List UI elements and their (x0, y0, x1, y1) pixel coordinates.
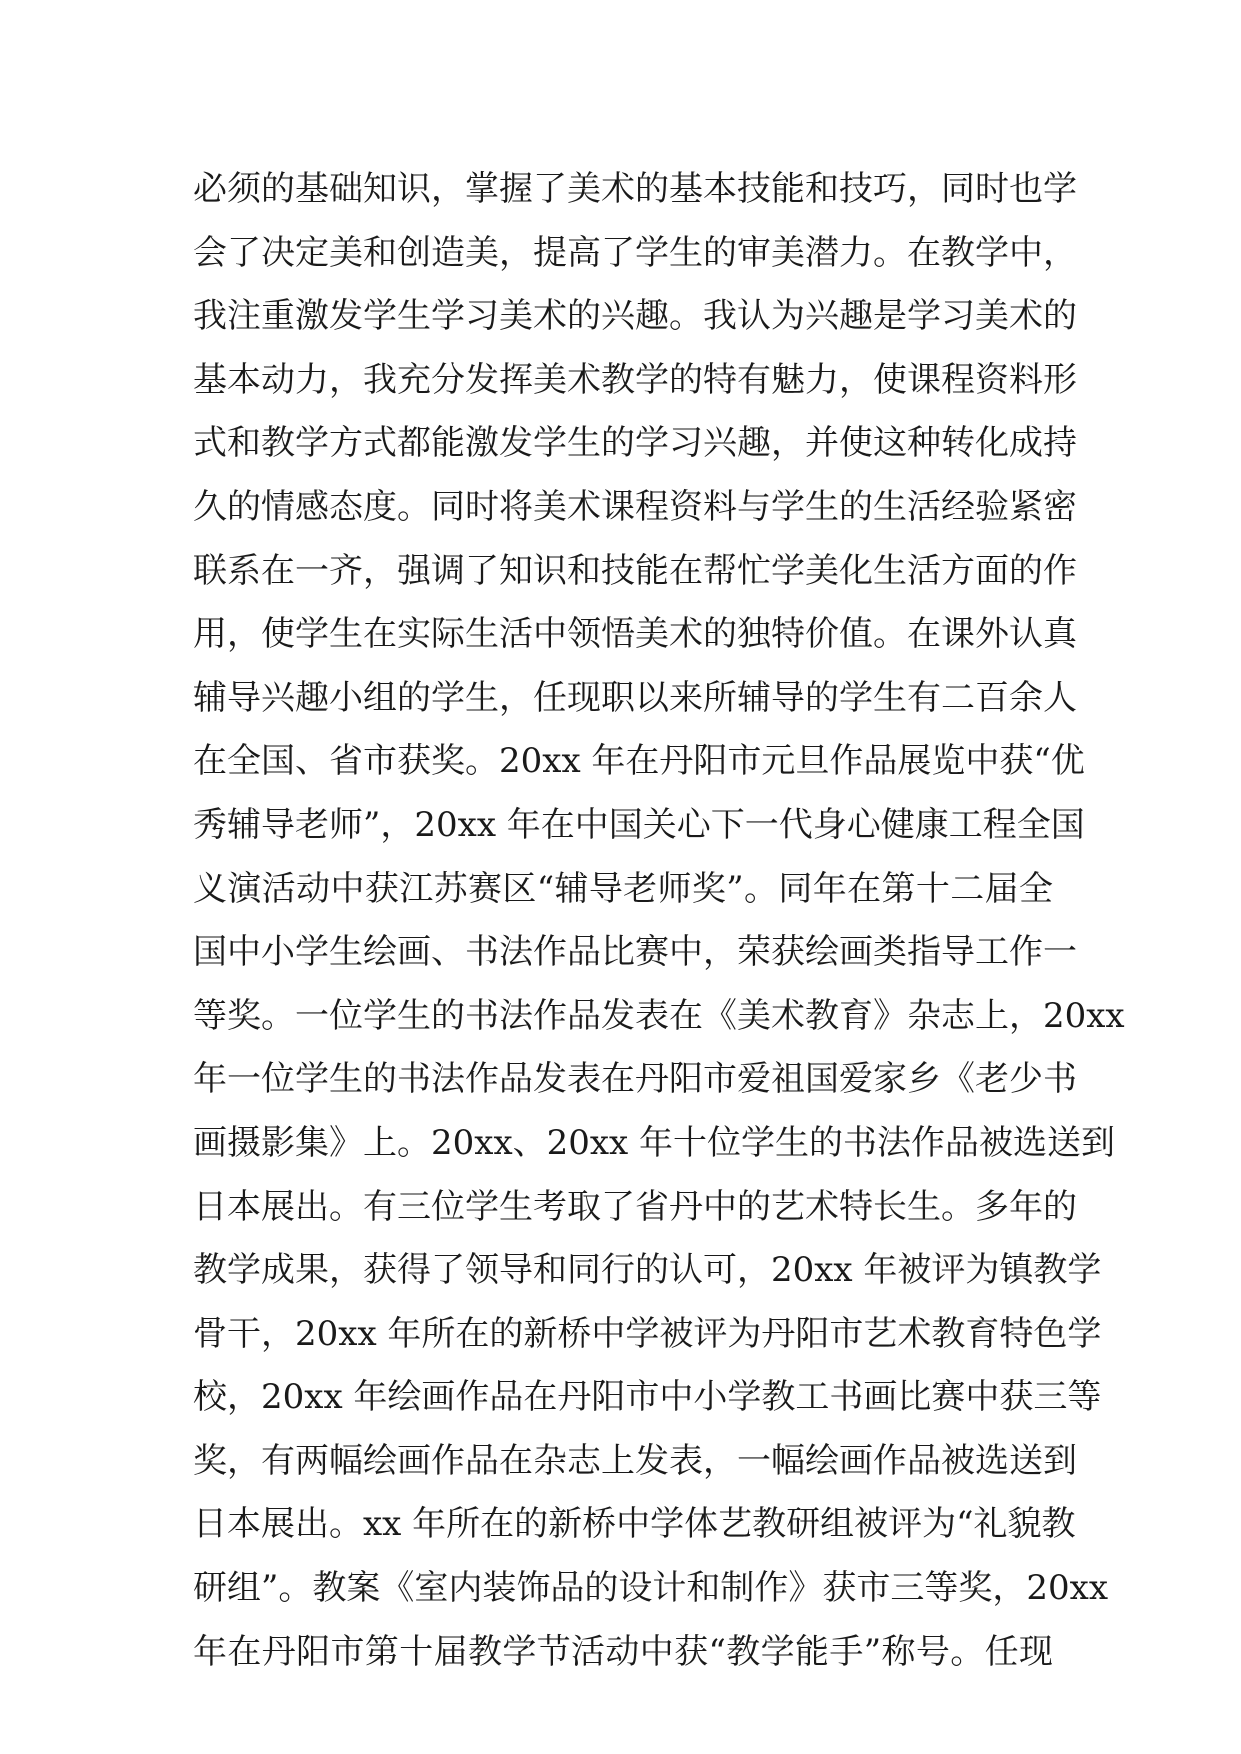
text-line: 久的情感态度。同时将美术课程资料与学生的生活经验紧密 (193, 486, 1077, 527)
text-line: 研组”。教案《室内装饰品的设计和制作》获市三等奖，20xx (193, 1568, 1108, 1609)
text-line: 等奖。一位学生的书法作品发表在《美术教育》杂志上，20xx (193, 995, 1125, 1036)
text-line: 在全国、省市获奖。20xx 年在丹阳市元旦作品展览中获“优 (193, 741, 1085, 782)
text-line: 日本展出。有三位学生考取了省丹中的艺术特长生。多年的 (193, 1186, 1077, 1227)
text-line: 校，20xx 年绘画作品在丹阳市中小学教工书画比赛中获三等 (193, 1377, 1102, 1418)
text-line: 辅导兴趣小组的学生，任现职以来所辅导的学生有二百余人 (193, 677, 1077, 718)
text-line: 画摄影集》上。20xx、20xx 年十位学生的书法作品被选送到 (193, 1122, 1116, 1163)
text-line: 骨干，20xx 年所在的新桥中学被评为丹阳市艺术教育特色学 (193, 1313, 1102, 1354)
text-line: 会了决定美和创造美，提高了学生的审美潜力。在教学中， (193, 232, 1077, 273)
text-line: 年一位学生的书法作品发表在丹阳市爱祖国爱家乡《老少书 (193, 1059, 1077, 1100)
text-line: 国中小学生绘画、书法作品比赛中，荣获绘画类指导工作一 (193, 932, 1077, 973)
text-line: 日本展出。xx 年所在的新桥中学体艺教研组被评为“礼貌教 (193, 1504, 1076, 1545)
body-paragraph (193, 158, 1125, 1684)
text-line: 我注重激发学生学习美术的兴趣。我认为兴趣是学习美术的 (193, 296, 1077, 337)
text-line: 年在丹阳市第十届教学节活动中获“教学能手”称号。任现 (193, 1631, 1053, 1672)
text-line: 奖，有两幅绘画作品在杂志上发表，一幅绘画作品被选送到 (193, 1440, 1077, 1481)
text-line: 式和教学方式都能激发学生的学习兴趣，并使这种转化成持 (193, 423, 1077, 464)
text-line: 基本动力，我充分发挥美术教学的特有魅力，使课程资料形 (193, 359, 1077, 400)
text-line: 用，使学生在实际生活中领悟美术的独特价值。在课外认真 (193, 614, 1077, 655)
text-line: 教学成果，获得了领导和同行的认可，20xx 年被评为镇教学 (193, 1250, 1102, 1291)
text-line: 必须的基础知识，掌握了美术的基本技能和技巧，同时也学 (193, 169, 1077, 209)
text-line: 义演活动中获江苏赛区“辅导老师奖”。同年在第十二届全 (193, 868, 1053, 909)
text-line: 联系在一齐，强调了知识和技能在帮忙学美化生活方面的作 (193, 550, 1077, 591)
text-line: 秀辅导老师”，20xx 年在中国关心下一代身心健康工程全国 (193, 804, 1085, 845)
